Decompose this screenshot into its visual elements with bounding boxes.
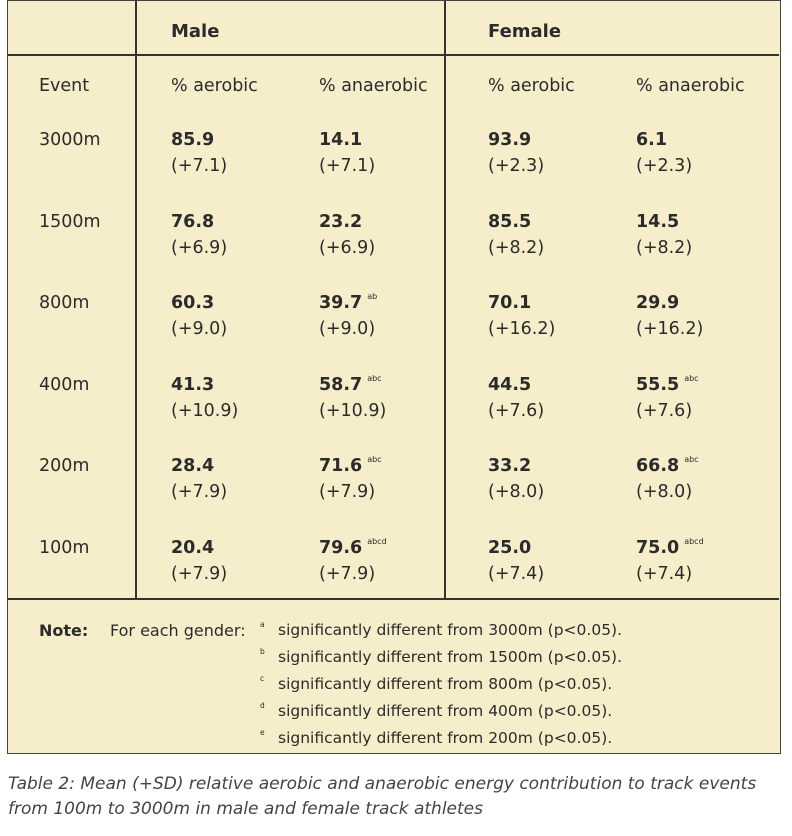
male-aerobic-value: 41.3	[171, 375, 215, 395]
female-anaerobic-sd: (+7.6)	[636, 401, 693, 421]
female-aerobic-sd: (+7.6)	[488, 401, 545, 421]
female-aerobic-header: % aerobic	[488, 76, 575, 96]
female-aerobic-value: 44.5	[488, 375, 532, 395]
event-column-divider	[135, 1, 137, 598]
female-anaerobic-header: % anaerobic	[636, 76, 745, 96]
male-aerobic-value: 20.4	[171, 538, 215, 558]
male-anaerobic-sd: (+6.9)	[319, 238, 376, 258]
male-anaerobic-cell	[319, 130, 367, 150]
male-anaerobic-cell	[319, 456, 382, 476]
male-anaerobic-cell	[319, 375, 382, 395]
female-anaerobic-sd: (+2.3)	[636, 156, 693, 176]
male-aerobic-sd: (+6.9)	[171, 238, 228, 258]
male-anaerobic-sd: (+9.0)	[319, 319, 376, 339]
male-significance-marker: abc	[367, 374, 382, 383]
footnote-text: significantly different from 400m (p<0.05).	[278, 702, 613, 720]
event-label: 200m	[39, 456, 90, 476]
female-aerobic-sd: (+16.2)	[488, 319, 556, 339]
male-aerobic-sd: (+7.1)	[171, 156, 228, 176]
female-anaerobic-value: 6.1	[636, 130, 668, 150]
male-aerobic-sd: (+10.9)	[171, 401, 239, 421]
footnote-letter: c	[260, 674, 265, 683]
event-label: 3000m	[39, 130, 101, 150]
male-anaerobic-header: % anaerobic	[319, 76, 428, 96]
event-label: 800m	[39, 293, 90, 313]
male-anaerobic-cell	[319, 212, 367, 232]
female-aerobic-value: 25.0	[488, 538, 532, 558]
male-anaerobic-value: 79.6	[319, 538, 363, 558]
female-anaerobic-sd: (+8.0)	[636, 482, 693, 502]
female-anaerobic-value: 55.5	[636, 375, 680, 395]
female-significance-marker: abc	[684, 374, 699, 383]
female-aerobic-sd: (+8.0)	[488, 482, 545, 502]
male-anaerobic-value: 71.6	[319, 456, 363, 476]
footnote-letter: d	[260, 701, 265, 710]
female-anaerobic-value: 66.8	[636, 456, 680, 476]
male-anaerobic-sd: (+7.9)	[319, 482, 376, 502]
male-anaerobic-value: 39.7	[319, 293, 363, 313]
female-aerobic-value: 93.9	[488, 130, 532, 150]
male-aerobic-value: 60.3	[171, 293, 215, 313]
female-aerobic-sd: (+8.2)	[488, 238, 545, 258]
note-label: Note:	[39, 621, 89, 640]
footnote-letter: a	[260, 620, 265, 629]
male-anaerobic-cell	[319, 538, 387, 558]
male-anaerobic-value: 14.1	[319, 130, 363, 150]
male-anaerobic-sd: (+7.9)	[319, 564, 376, 584]
female-anaerobic-cell	[636, 293, 684, 313]
female-significance-marker: abc	[684, 455, 699, 464]
male-anaerobic-cell	[319, 293, 377, 313]
female-significance-marker: abcd	[684, 537, 704, 546]
male-aerobic-header: % aerobic	[171, 76, 258, 96]
male-aerobic-value: 85.9	[171, 130, 215, 150]
female-aerobic-value: 85.5	[488, 212, 532, 232]
data-table	[7, 0, 781, 754]
male-anaerobic-value: 58.7	[319, 375, 363, 395]
footnote-letter: b	[260, 647, 265, 656]
footnote-text: significantly different from 800m (p<0.05).	[278, 675, 613, 693]
female-aerobic-value: 33.2	[488, 456, 532, 476]
female-anaerobic-value: 29.9	[636, 293, 680, 313]
table-caption: Table 2: Mean (+SD) relative aerobic and anaerobic energy contribution to track events from 100m to 3000m in male and female track athletes	[8, 774, 757, 819]
event-label: 100m	[39, 538, 90, 558]
note-intro: For each gender:	[110, 621, 246, 640]
female-anaerobic-value: 14.5	[636, 212, 680, 232]
event-header: Event	[39, 76, 90, 96]
footnote-text: significantly different from 200m (p<0.05).	[278, 729, 613, 747]
female-aerobic-value: 70.1	[488, 293, 532, 313]
male-aerobic-value: 76.8	[171, 212, 215, 232]
female-anaerobic-cell	[636, 212, 684, 232]
female-anaerobic-sd: (+7.4)	[636, 564, 693, 584]
note-divider	[8, 598, 779, 600]
male-anaerobic-value: 23.2	[319, 212, 363, 232]
gender-column-divider	[444, 1, 446, 598]
event-label: 400m	[39, 375, 90, 395]
female-anaerobic-sd: (+16.2)	[636, 319, 704, 339]
female-anaerobic-cell	[636, 456, 699, 476]
female-header: Female	[488, 21, 562, 42]
male-anaerobic-sd: (+10.9)	[319, 401, 387, 421]
male-aerobic-sd: (+7.9)	[171, 482, 228, 502]
female-aerobic-sd: (+7.4)	[488, 564, 545, 584]
male-header: Male	[171, 21, 220, 42]
female-anaerobic-value: 75.0	[636, 538, 680, 558]
female-aerobic-sd: (+2.3)	[488, 156, 545, 176]
male-aerobic-value: 28.4	[171, 456, 215, 476]
male-aerobic-sd: (+7.9)	[171, 564, 228, 584]
event-label: 1500m	[39, 212, 101, 232]
female-anaerobic-cell	[636, 375, 699, 395]
footnote-text: significantly different from 1500m (p<0.05).	[278, 648, 623, 666]
male-anaerobic-sd: (+7.1)	[319, 156, 376, 176]
male-aerobic-sd: (+9.0)	[171, 319, 228, 339]
male-significance-marker: abc	[367, 455, 382, 464]
female-anaerobic-cell	[636, 130, 672, 150]
male-significance-marker: abcd	[367, 537, 387, 546]
female-anaerobic-sd: (+8.2)	[636, 238, 693, 258]
footnote-text: significantly different from 3000m (p<0.05).	[278, 621, 623, 639]
header-divider	[8, 54, 779, 56]
male-significance-marker: ab	[367, 292, 378, 301]
footnote-letter: e	[260, 728, 265, 737]
female-anaerobic-cell	[636, 538, 704, 558]
